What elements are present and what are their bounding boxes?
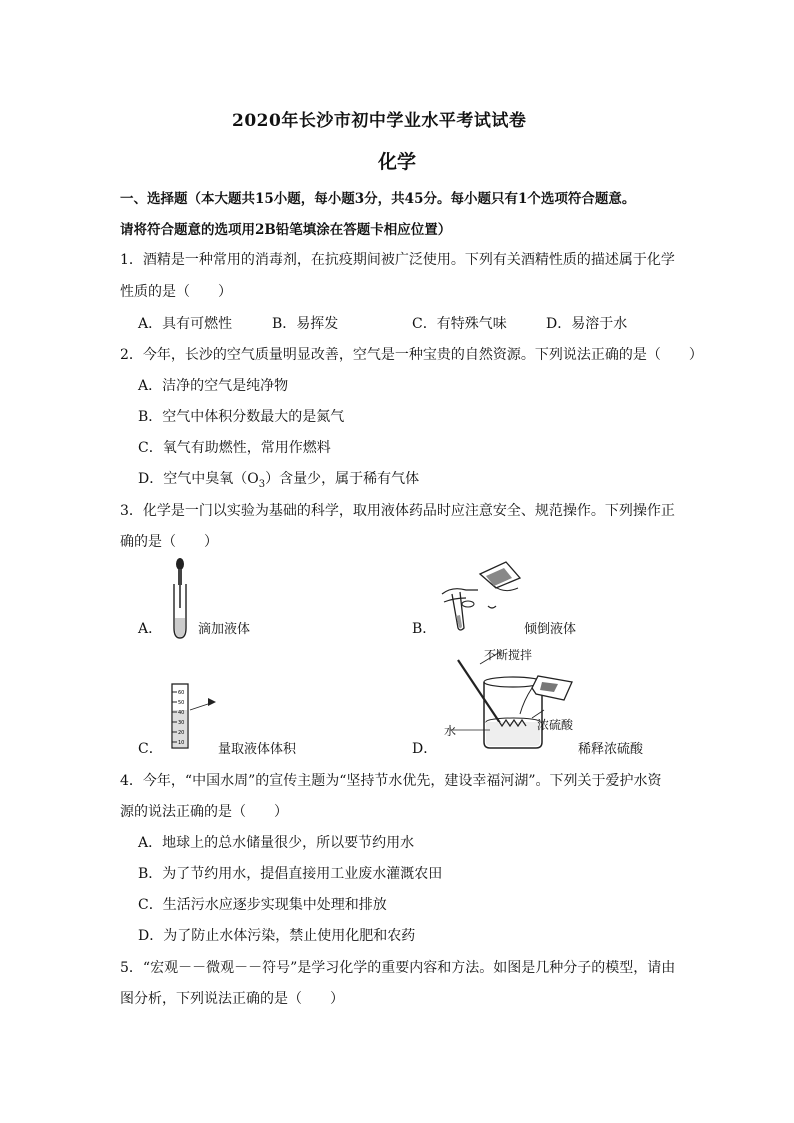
q1-option-c: C．有特殊气味	[412, 316, 507, 332]
q3-stem-line1: 3．化学是一门以实验为基础的科学，取用液体药品时应注意安全、规范操作。下列操作正	[120, 503, 675, 519]
q4-option-c: C．生活污水应逐步实现集中处理和排放	[138, 897, 387, 913]
dropper-test-tube-figure	[165, 556, 195, 642]
q5-stem-line2: 图分析，下列说法正确的是（ ）	[120, 991, 344, 1007]
q3-option-d-letter: D．	[412, 741, 438, 757]
d-label-water: 水	[444, 724, 457, 738]
cyl-tick-10: 10	[178, 740, 185, 746]
q3-option-a-text: 滴加液体	[198, 622, 251, 637]
q4-option-d: D．为了防止水体污染，禁止使用化肥和农药	[138, 928, 416, 944]
q5-stem-line1: 5．“宏观－－微观－－符号”是学习化学的重要内容和方法。如图是几种分子的模型，请由	[120, 960, 676, 976]
q3-option-d-text: 稀释浓硫酸	[578, 742, 644, 757]
q1-option-d: D．易溶于水	[546, 316, 628, 332]
q3-option-a-letter: A．	[138, 621, 163, 637]
subject-title: 化学	[378, 151, 417, 173]
cyl-tick-60: 60	[178, 690, 185, 696]
q2-option-d: D．空气中臭氧$(O_3)$含量少，属于稀有气体	[138, 471, 420, 490]
q4-stem-line2: 源的说法正确的是（ ）	[120, 804, 288, 820]
cyl-tick-30: 30	[178, 720, 185, 726]
q3-option-c-letter: C．	[138, 741, 163, 757]
d-label-stir: 不断搅拌	[484, 648, 533, 662]
q2-option-b: B．空气中体积分数最大的是氮气	[138, 409, 345, 425]
q1-stem-line2: 性质的是（ ）	[120, 284, 232, 300]
q3-option-b-text: 倾倒液体	[524, 622, 577, 637]
q4-option-b: B．为了节约用水，提倡直接用工业废水灌溉农田	[138, 866, 443, 882]
q3-stem-line2: 确的是（ ）	[120, 534, 218, 550]
section-instruction-line1: 一、选择题（本大题共15小题，每小题3分，共45分。每小题只有1个选项符合题意。	[120, 191, 636, 207]
pouring-liquid-figure	[438, 560, 528, 632]
q3-option-c-text: 量取液体体积	[218, 742, 297, 757]
q2-option-a: A．洁净的空气是纯净物	[138, 378, 289, 394]
section-instruction-line2: 请将符合题意的选项用2B铅笔填涂在答题卡相应位置）	[120, 222, 452, 238]
q1-option-a: A．具有可燃性	[138, 316, 233, 332]
q2-stem: 2．今年，长沙的空气质量明显改善，空气是一种宝贵的自然资源。下列说法正确的是（ ）	[120, 347, 703, 363]
d-label-acid: 浓硫酸	[537, 718, 574, 732]
q4-stem-line1: 4．今年，“中国水周”的宣传主题为“坚持节水优先，建设幸福河湖”。下列关于爱护水资	[120, 773, 662, 789]
cyl-tick-20: 20	[178, 730, 185, 736]
q1-option-b: B．易挥发	[272, 316, 339, 332]
dilute-acid-figure	[440, 648, 590, 752]
exam-title: 2020年长沙市初中学业水平考试试卷	[232, 111, 527, 131]
q3-option-b-letter: B．	[412, 621, 437, 637]
q2-option-c: C．氧气有助燃性，常用作燃料	[138, 440, 331, 456]
q1-stem-line1: 1．酒精是一种常用的消毒剂，在抗疫期间被广泛使用。下列有关酒精性质的描述属于化学	[120, 252, 675, 268]
graduated-cylinder-figure	[162, 682, 224, 752]
cyl-tick-50: 50	[178, 700, 185, 706]
cyl-tick-40: 40	[178, 710, 185, 716]
q4-option-a: A．地球上的总水储量很少，所以要节约用水	[138, 835, 415, 851]
